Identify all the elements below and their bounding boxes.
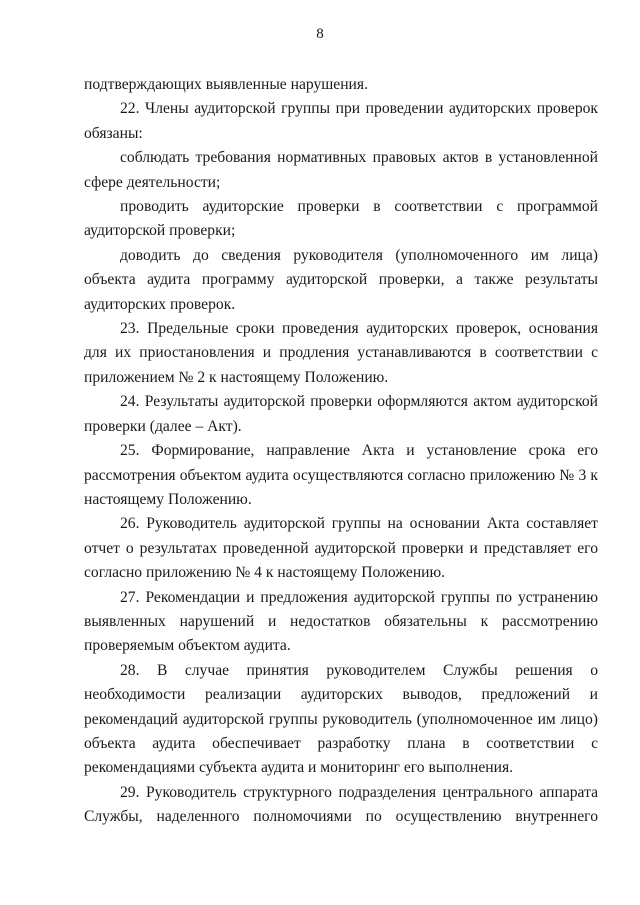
paragraph-28: 28. В случае принятия руководителем Службы решения о необходимости реализации аудиторских выводов, предложений и рекомендаций аудиторской группы руководитель (уполномоченное им лицо) объекта аудита обеспечивает разработку плана в соответствии с рекомендациями субъекта аудита и мониторинг его выполнения. [84,661,598,777]
document-body [84,73,598,830]
page-number: 8 [316,26,324,42]
paragraph-23: 23. Предельные сроки проведения аудиторских проверок, основания для их приостановления и продления устанавливаются в соответствии с приложением № 2 к настоящему Положению. [84,320,598,386]
paragraph-26: 26. Руководитель аудиторской группы на основании Акта составляет отчет о результатах проведенной аудиторской проверки и представляет его согласно приложению № 4 к настоящему Положению. [84,515,598,582]
paragraph-29: 29. Руководитель структурного подразделения центрального аппарата Службы, наделенного полномочиями по осуществлению внутреннего [84,783,598,826]
paragraph-22: 22. Члены аудиторской группы при проведении аудиторских проверок обязаны: [84,100,598,142]
paragraph-22-item-3: доводить до сведения руководителя (уполномоченного им лица) объекта аудита программу аудиторской проверки, а также результаты аудиторских проверок. [84,246,598,313]
paragraph-continuation: подтверждающих выявленные нарушения. [84,76,368,93]
paragraph-27: 27. Рекомендации и предложения аудиторской группы по устранению выявленных нарушений и недостатков обязательны к рассмотрению проверяемым объектом аудита. [84,588,598,655]
paragraph-25: 25. Формирование, направление Акта и установление срока его рассмотрения объектом аудита осуществляются согласно приложению № 3 к настоящему Положению. [84,442,598,508]
paragraph-22-item-1: соблюдать требования нормативных правовых актов в установленной сфере деятельности; [84,149,598,191]
paragraph-24: 24. Результаты аудиторской проверки оформляются актом аудиторской проверки (далее – Акт). [84,393,598,435]
paragraph-22-item-2: проводить аудиторские проверки в соответствии с программой аудиторской проверки; [84,198,598,240]
